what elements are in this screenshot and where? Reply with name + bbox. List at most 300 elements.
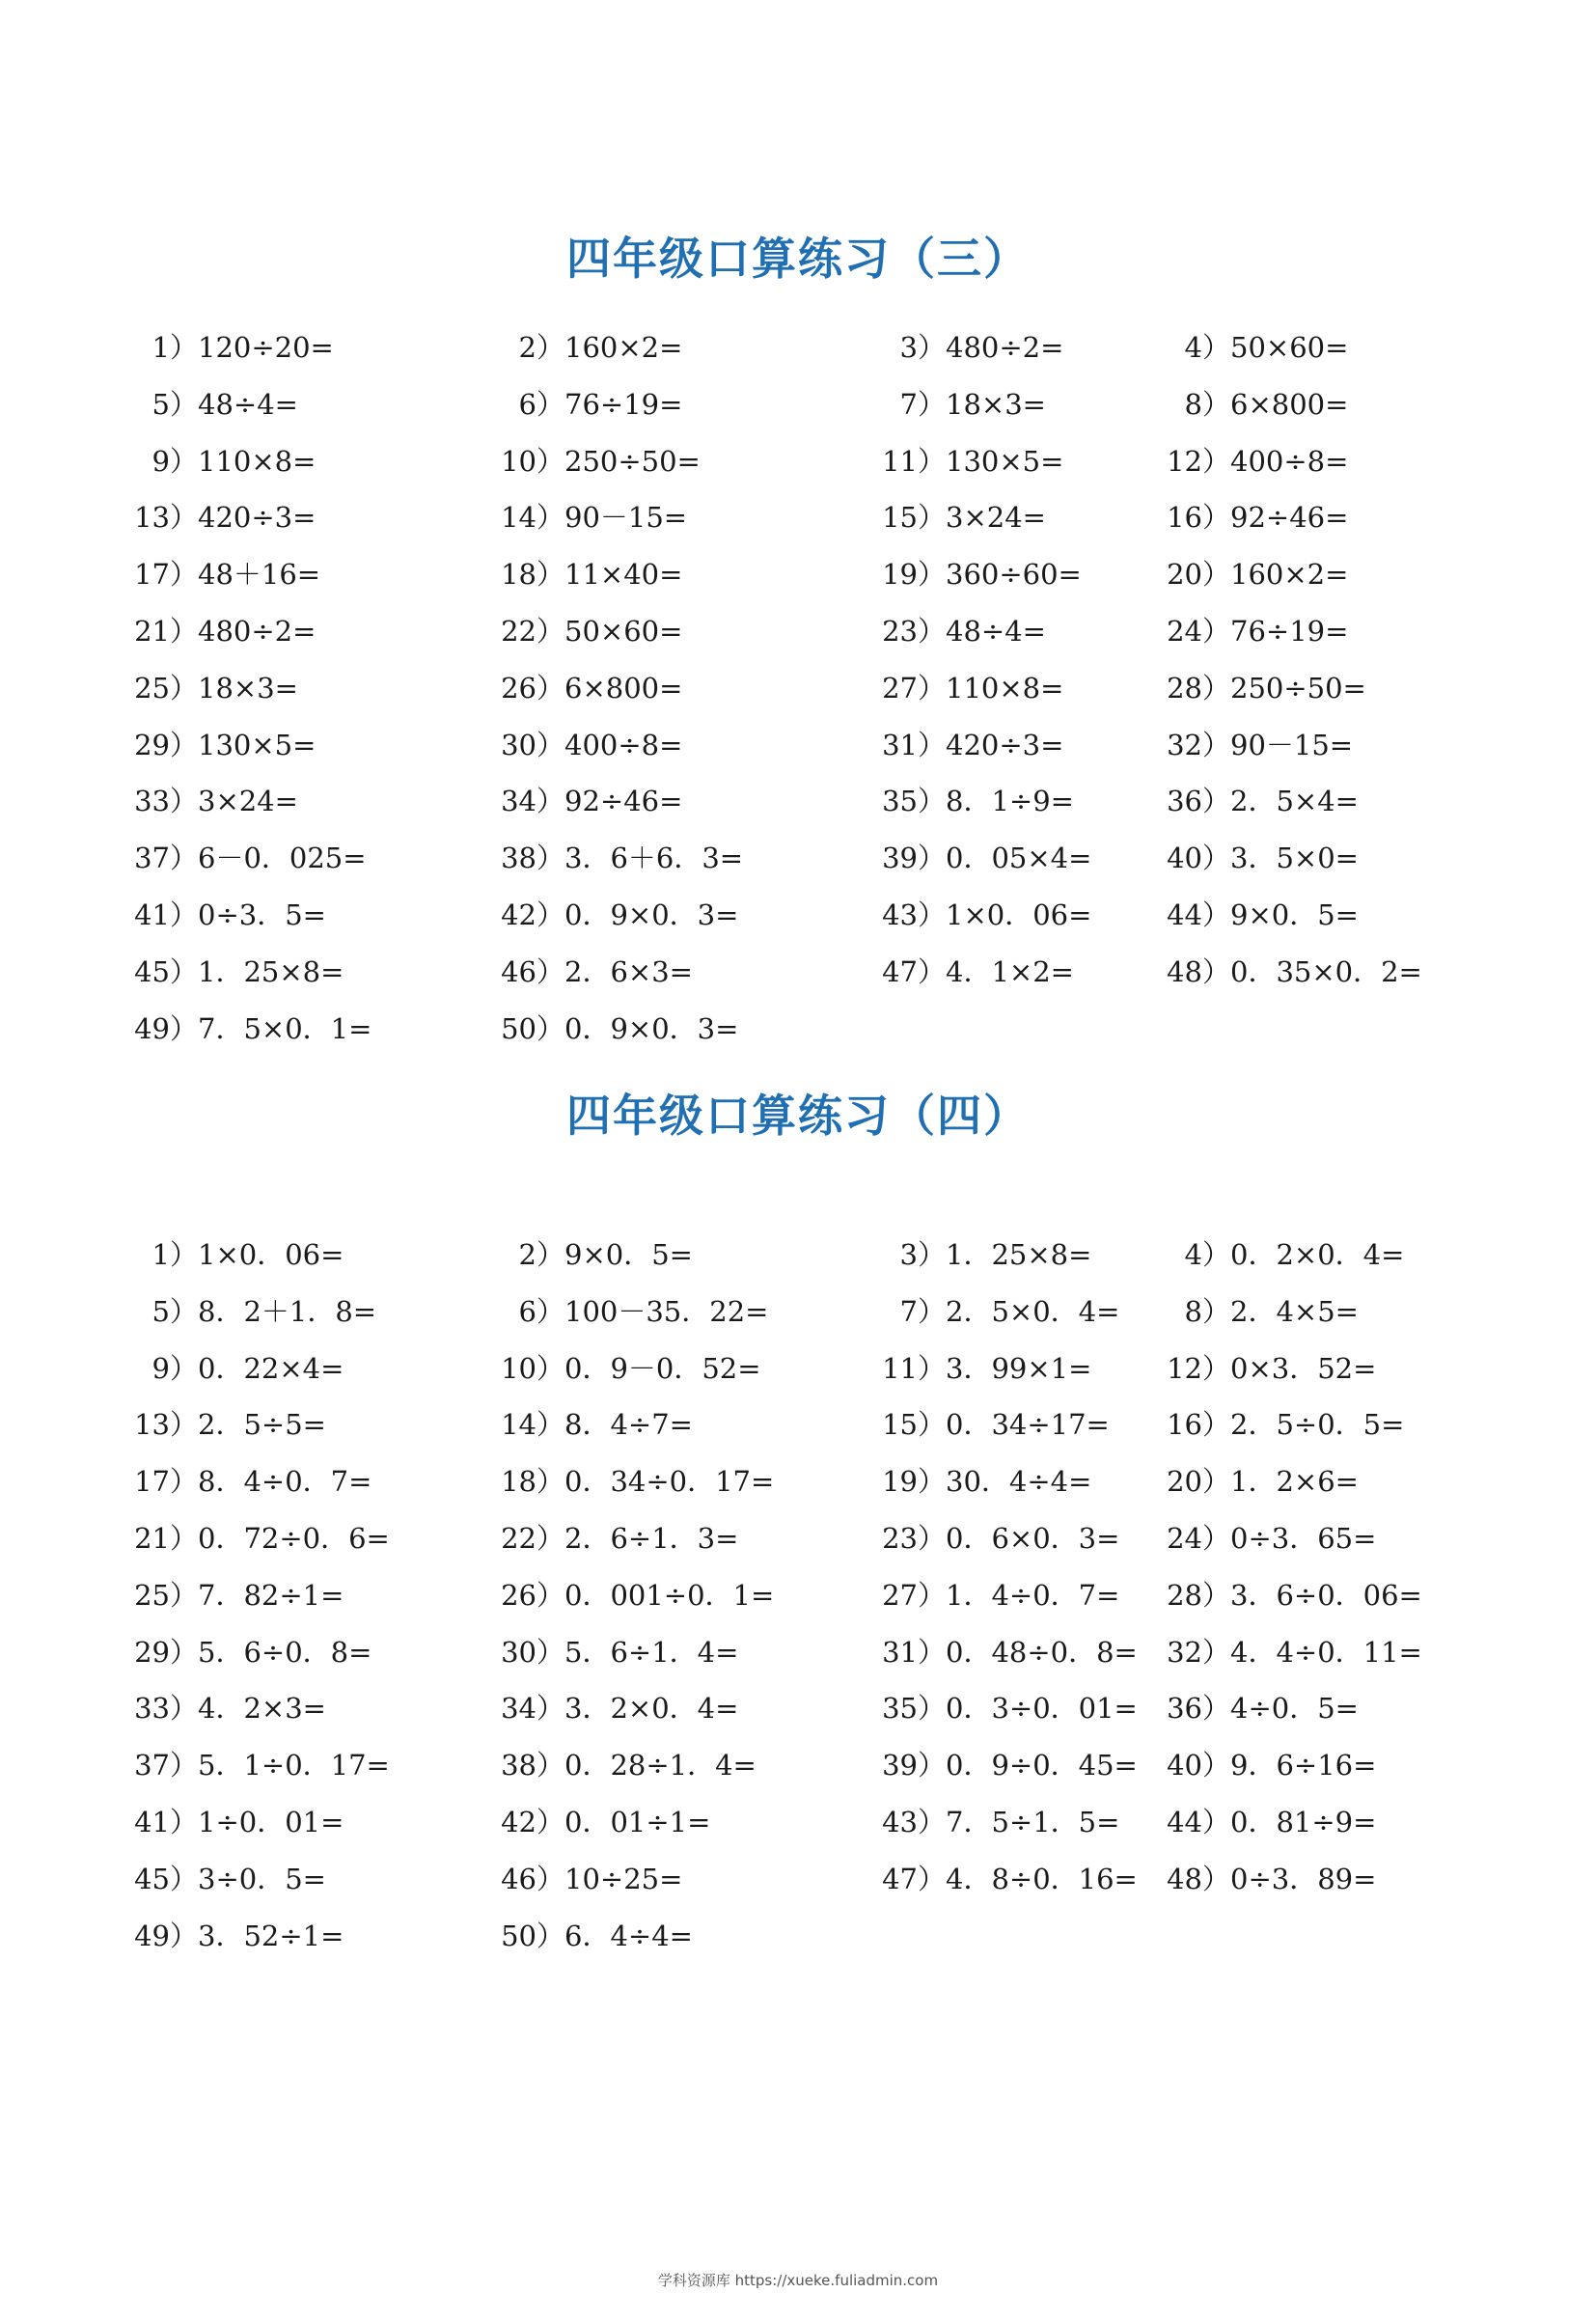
exercise-expression: 8．4÷0．7=: [198, 1465, 372, 1499]
exercise-item: [497, 1689, 738, 1727]
exercise-expression: 18×3=: [198, 671, 298, 705]
exercise-item: [1163, 1235, 1404, 1274]
exercise-number: 15）: [882, 501, 946, 535]
exercise-number: 48）: [1167, 954, 1230, 988]
exercise-expression: 3×24=: [198, 785, 298, 818]
exercise-item: [1163, 328, 1348, 367]
exercise-expression: 4．4÷0．11=: [1230, 1635, 1422, 1669]
exercise-item: [1163, 1292, 1359, 1331]
exercise-expression: 4．2×3=: [198, 1692, 326, 1726]
exercise-item: [878, 726, 1063, 764]
exercise-expression: 3．52÷1=: [198, 1919, 344, 1952]
exercise-expression: 0．35×0．2=: [1230, 954, 1422, 988]
exercise-number: 47）: [882, 954, 946, 988]
exercise-expression: 0．34÷17=: [946, 1408, 1110, 1442]
exercise-expression: 7．82÷1=: [198, 1578, 344, 1612]
exercise-item: [497, 953, 693, 991]
exercise-expression: 6．4÷4=: [564, 1919, 693, 1952]
exercise-number: 20）: [1167, 558, 1230, 592]
exercise-expression: 50×60=: [564, 615, 683, 648]
exercise-item: [878, 385, 1046, 424]
exercise-item: [878, 612, 1046, 650]
exercise-number: 18）: [501, 1465, 564, 1499]
exercise-number: 7）: [899, 1294, 946, 1328]
exercise-number: 8）: [1184, 1294, 1230, 1328]
exercise-number: 22）: [501, 615, 564, 648]
exercise-item: [497, 442, 701, 481]
exercise-expression: 8．4÷7=: [564, 1408, 693, 1442]
exercise-expression: 3÷0．5=: [198, 1862, 326, 1895]
exercise-item: [497, 1405, 693, 1444]
exercise-number: 45）: [134, 954, 198, 988]
exercise-number: 40）: [1167, 1749, 1230, 1782]
exercise-expression: 0．6×0．3=: [946, 1522, 1120, 1555]
exercise-item: [1163, 1803, 1376, 1841]
exercise-number: 17）: [134, 558, 198, 592]
exercise-number: 23）: [882, 615, 946, 648]
exercise-number: 39）: [882, 1749, 946, 1782]
exercise-item: [1163, 782, 1359, 820]
exercise-expression: 92÷46=: [564, 785, 683, 818]
exercise-expression: 130×5=: [198, 728, 316, 761]
exercise-number: 8）: [1184, 387, 1230, 421]
exercise-item: [1163, 1633, 1422, 1672]
exercise-expression: 0．01÷1=: [564, 1806, 711, 1838]
exercise-item: [1163, 1860, 1376, 1898]
exercise-number: 22）: [501, 1522, 564, 1555]
exercise-number: 35）: [882, 1692, 946, 1726]
exercise-item: [130, 385, 298, 424]
exercise-item: [130, 839, 367, 877]
exercise-number: 1）: [151, 331, 198, 364]
exercise-number: 29）: [134, 728, 198, 761]
exercise-expression: 2．5×4=: [1230, 785, 1359, 818]
exercise-item: [497, 328, 682, 367]
exercise-number: 35）: [882, 785, 946, 818]
exercise-expression: 3．6＋6．3=: [564, 842, 744, 875]
exercise-item: [878, 1633, 1138, 1672]
exercise-expression: 3．5×0=: [1230, 842, 1359, 875]
exercise-number: 23）: [882, 1522, 946, 1555]
exercise-expression: 2．4×5=: [1230, 1294, 1359, 1328]
exercise-expression: 0．81÷9=: [1230, 1806, 1377, 1838]
exercise-expression: 160×2=: [564, 331, 683, 364]
exercise-number: 41）: [134, 898, 198, 931]
exercise-expression: 3×24=: [946, 501, 1046, 535]
exercise-item: [497, 1860, 682, 1898]
exercise-item: [130, 1803, 344, 1841]
exercise-number: 16）: [1167, 1408, 1230, 1442]
exercise-number: 43）: [882, 898, 946, 931]
exercise-number: 29）: [134, 1635, 198, 1669]
exercise-expression: 2．5×0．4=: [946, 1294, 1120, 1328]
exercise-number: 50）: [501, 1011, 564, 1045]
exercise-item: [878, 328, 1063, 367]
exercise-item: [497, 1235, 693, 1274]
exercise-expression: 30．4÷4=: [946, 1465, 1092, 1499]
exercise-expression: 0÷3．65=: [1230, 1522, 1377, 1555]
exercise-expression: 0．2×0．4=: [1230, 1238, 1405, 1271]
exercise-item: [878, 953, 1074, 991]
exercise-item: [497, 385, 682, 424]
exercise-expression: 0÷3．5=: [198, 898, 326, 931]
exercise-item: [1163, 1576, 1422, 1615]
exercise-number: 42）: [501, 1806, 564, 1838]
exercise-number: 31）: [882, 728, 946, 761]
exercise-number: 49）: [134, 1011, 198, 1045]
exercise-expression: 6－0．025=: [198, 842, 367, 875]
exercise-number: 37）: [134, 1749, 198, 1782]
exercise-number: 3）: [899, 331, 946, 364]
exercise-number: 40）: [1167, 842, 1230, 875]
exercise-expression: 400÷8=: [1230, 444, 1349, 478]
exercise-expression: 3．99×1=: [946, 1351, 1092, 1385]
exercise-expression: 1．2×6=: [1230, 1465, 1359, 1499]
exercise-item: [1163, 385, 1348, 424]
exercise-item: [878, 1235, 1091, 1274]
exercise-item: [1163, 1349, 1376, 1388]
exercise-expression: 3．6÷0．06=: [1230, 1578, 1422, 1612]
exercise-expression: 90－15=: [564, 501, 688, 535]
exercise-number: 44）: [1167, 898, 1230, 931]
exercise-number: 11）: [882, 1351, 946, 1385]
exercise-number: 36）: [1167, 1692, 1230, 1726]
exercise-item: [1163, 669, 1366, 707]
exercise-item: [130, 1917, 344, 1955]
exercise-item: [497, 782, 682, 820]
exercise-expression: 420÷3=: [946, 728, 1064, 761]
section-title-3: 四年级口算练习（三）: [566, 233, 1030, 285]
exercise-expression: 360÷60=: [946, 558, 1082, 592]
exercise-item: [130, 1235, 344, 1274]
exercise-item: [497, 612, 682, 650]
exercise-expression: 2．5÷5=: [198, 1408, 326, 1442]
exercise-item: [497, 1803, 710, 1841]
exercise-expression: 0×3．52=: [1230, 1351, 1377, 1385]
exercise-number: 4）: [1184, 331, 1230, 364]
exercise-number: 46）: [501, 1862, 564, 1895]
exercise-expression: 420÷3=: [198, 501, 316, 535]
exercise-item: [497, 498, 687, 537]
exercise-expression: 1÷0．01=: [198, 1806, 344, 1838]
exercise-item: [130, 1405, 326, 1444]
exercise-number: 42）: [501, 898, 564, 931]
exercise-item: [1163, 612, 1348, 650]
exercise-item: [878, 782, 1074, 820]
exercise-expression: 480÷2=: [198, 615, 316, 648]
exercise-expression: 1×0．06=: [198, 1238, 344, 1271]
exercise-item: [878, 1576, 1119, 1615]
exercise-item: [497, 669, 682, 707]
exercise-number: 9）: [151, 1351, 198, 1385]
exercise-expression: 4．1×2=: [946, 954, 1074, 988]
exercise-item: [1163, 953, 1422, 991]
exercise-number: 5）: [151, 1294, 198, 1328]
exercise-item: [878, 1519, 1119, 1558]
exercise-item: [497, 726, 682, 764]
exercise-number: 24）: [1167, 615, 1230, 648]
exercise-expression: 2．6×3=: [564, 954, 693, 988]
exercise-number: 9）: [151, 444, 198, 478]
exercise-number: 49）: [134, 1919, 198, 1952]
exercise-expression: 480÷2=: [946, 331, 1064, 364]
exercise-expression: 48÷4=: [946, 615, 1046, 648]
exercise-item: [130, 1292, 376, 1331]
exercise-expression: 2．5÷0．5=: [1230, 1408, 1405, 1442]
exercise-item: [130, 1689, 326, 1727]
exercise-number: 4）: [1184, 1238, 1230, 1271]
exercise-number: 6）: [518, 1294, 564, 1328]
exercise-number: 12）: [1167, 1351, 1230, 1385]
exercise-expression: 92÷46=: [1230, 501, 1349, 535]
exercise-number: 19）: [882, 1465, 946, 1499]
exercise-item: [1163, 1689, 1359, 1727]
exercise-item: [497, 1292, 768, 1331]
exercise-number: 38）: [501, 842, 564, 875]
exercise-item: [130, 1576, 344, 1615]
exercise-number: 45）: [134, 1862, 198, 1895]
exercise-number: 13）: [134, 501, 198, 535]
exercise-item: [497, 1519, 738, 1558]
exercise-expression: 120÷20=: [198, 331, 334, 364]
exercise-item: [130, 1746, 390, 1784]
section-title-4: 四年级口算练习（四）: [566, 1090, 1030, 1142]
exercise-number: 31）: [882, 1635, 946, 1669]
exercise-item: [130, 555, 320, 594]
exercise-number: 44）: [1167, 1806, 1230, 1838]
exercise-item: [130, 1462, 371, 1501]
exercise-item: [497, 1009, 738, 1048]
exercise-number: 26）: [501, 1578, 564, 1612]
exercise-item: [878, 896, 1091, 934]
exercise-expression: 250÷50=: [564, 444, 701, 478]
exercise-number: 43）: [882, 1806, 946, 1838]
exercise-number: 34）: [501, 1692, 564, 1726]
exercise-number: 25）: [134, 1578, 198, 1612]
exercise-number: 6）: [518, 387, 564, 421]
exercise-number: 41）: [134, 1806, 198, 1838]
exercise-expression: 0÷3．89=: [1230, 1862, 1377, 1895]
exercise-expression: 160×2=: [1230, 558, 1349, 592]
exercise-number: 25）: [134, 671, 198, 705]
exercise-item: [497, 1746, 757, 1784]
exercise-expression: 6×800=: [1230, 387, 1349, 421]
exercise-number: 37）: [134, 842, 198, 875]
exercise-expression: 1．25×8=: [946, 1238, 1092, 1271]
exercise-number: 26）: [501, 671, 564, 705]
exercise-expression: 76÷19=: [1230, 615, 1349, 648]
exercise-number: 48）: [1167, 1862, 1230, 1895]
exercise-expression: 0．34÷0．17=: [564, 1465, 775, 1499]
exercise-expression: 4．8÷0．16=: [946, 1862, 1138, 1895]
exercise-expression: 50×60=: [1230, 331, 1349, 364]
exercise-number: 50）: [501, 1919, 564, 1952]
exercise-expression: 76÷19=: [564, 387, 683, 421]
exercise-number: 27）: [882, 1578, 946, 1612]
exercise-item: [1163, 1405, 1404, 1444]
exercise-number: 10）: [501, 444, 564, 478]
exercise-item: [878, 442, 1063, 481]
exercise-number: 18）: [501, 558, 564, 592]
exercise-number: 1）: [151, 1238, 198, 1271]
exercise-item: [497, 1349, 761, 1388]
exercise-number: 28）: [1167, 671, 1230, 705]
exercise-item: [130, 1519, 390, 1558]
exercise-expression: 3．2×0．4=: [564, 1692, 739, 1726]
exercise-item: [1163, 498, 1348, 537]
exercise-expression: 6×800=: [564, 671, 683, 705]
exercise-item: [497, 1633, 738, 1672]
exercise-expression: 5．6÷0．8=: [198, 1635, 372, 1669]
exercise-number: 14）: [501, 1408, 564, 1442]
exercise-item: [130, 782, 298, 820]
exercise-expression: 90－15=: [1230, 728, 1354, 761]
exercise-item: [130, 896, 326, 934]
exercise-number: 30）: [501, 1635, 564, 1669]
exercise-number: 7）: [899, 387, 946, 421]
exercise-item: [130, 1349, 344, 1388]
exercise-expression: 9．6÷16=: [1230, 1749, 1377, 1782]
exercise-expression: 100－35．22=: [564, 1294, 769, 1328]
exercise-item: [130, 1860, 326, 1898]
exercise-item: [1163, 1746, 1376, 1784]
exercise-number: 32）: [1167, 1635, 1230, 1669]
exercise-item: [878, 669, 1063, 707]
exercise-number: 3）: [899, 1238, 946, 1271]
exercise-expression: 110×8=: [946, 671, 1064, 705]
exercise-expression: 0．9÷0．45=: [946, 1749, 1138, 1782]
exercise-item: [497, 1462, 774, 1501]
exercise-item: [878, 1860, 1138, 1898]
exercise-number: 2）: [518, 331, 564, 364]
exercise-item: [1163, 555, 1348, 594]
exercise-expression: 8．1÷9=: [946, 785, 1074, 818]
exercise-expression: 2．6÷1．3=: [564, 1522, 739, 1555]
exercise-item: [130, 1633, 371, 1672]
exercise-expression: 0．22×4=: [198, 1351, 344, 1385]
exercise-expression: 0．001÷0．1=: [564, 1578, 775, 1612]
exercise-expression: 1×0．06=: [946, 898, 1092, 931]
exercise-expression: 0．72÷0．6=: [198, 1522, 390, 1555]
exercise-item: [497, 896, 738, 934]
exercise-expression: 250÷50=: [1230, 671, 1366, 705]
exercise-expression: 10÷25=: [564, 1862, 683, 1895]
exercise-expression: 11×40=: [564, 558, 683, 592]
exercise-item: [1163, 726, 1353, 764]
exercise-item: [878, 1349, 1091, 1388]
exercise-number: 33）: [134, 785, 198, 818]
exercise-expression: 9×0．5=: [564, 1238, 693, 1271]
exercise-expression: 130×5=: [946, 444, 1064, 478]
exercise-expression: 48÷4=: [198, 387, 298, 421]
exercise-number: 28）: [1167, 1578, 1230, 1612]
exercise-number: 46）: [501, 954, 564, 988]
exercise-item: [130, 612, 316, 650]
exercise-number: 21）: [134, 615, 198, 648]
exercise-item: [1163, 1519, 1376, 1558]
exercise-number: 24）: [1167, 1522, 1230, 1555]
exercise-expression: 0．3÷0．01=: [946, 1692, 1138, 1726]
exercise-item: [130, 328, 334, 367]
exercise-item: [1163, 1462, 1359, 1501]
exercise-expression: 1．4÷0．7=: [946, 1578, 1120, 1612]
exercise-number: 33）: [134, 1692, 198, 1726]
exercise-expression: 0．9×0．3=: [564, 1011, 739, 1045]
exercise-number: 39）: [882, 842, 946, 875]
exercise-item: [878, 1689, 1138, 1727]
exercise-item: [497, 1576, 774, 1615]
exercise-number: 20）: [1167, 1465, 1230, 1499]
exercise-item: [497, 1917, 693, 1955]
exercise-expression: 7．5÷1．5=: [946, 1806, 1120, 1838]
exercise-expression: 0．28÷1．4=: [564, 1749, 757, 1782]
exercise-number: 32）: [1167, 728, 1230, 761]
exercise-item: [130, 953, 344, 991]
exercise-item: [130, 498, 316, 537]
exercise-number: 34）: [501, 785, 564, 818]
exercise-expression: 7．5×0．1=: [198, 1011, 372, 1045]
exercise-expression: 18×3=: [946, 387, 1046, 421]
exercise-number: 11）: [882, 444, 946, 478]
exercise-number: 21）: [134, 1522, 198, 1555]
exercise-expression: 1．25×8=: [198, 954, 344, 988]
exercise-expression: 5．1÷0．17=: [198, 1749, 390, 1782]
exercise-expression: 5．6÷1．4=: [564, 1635, 739, 1669]
exercise-expression: 0．05×4=: [946, 842, 1092, 875]
exercise-number: 19）: [882, 558, 946, 592]
exercise-item: [878, 1292, 1119, 1331]
exercise-item: [878, 555, 1082, 594]
exercise-item: [497, 555, 682, 594]
exercise-number: 17）: [134, 1465, 198, 1499]
exercise-expression: 48＋16=: [198, 558, 321, 592]
exercise-item: [878, 1746, 1138, 1784]
exercise-item: [1163, 442, 1348, 481]
exercise-number: 5）: [151, 387, 198, 421]
exercise-number: 14）: [501, 501, 564, 535]
exercise-number: 47）: [882, 1862, 946, 1895]
exercise-item: [130, 1009, 371, 1048]
exercise-item: [878, 1462, 1091, 1501]
exercise-number: 13）: [134, 1408, 198, 1442]
exercise-number: 38）: [501, 1749, 564, 1782]
exercise-number: 12）: [1167, 444, 1230, 478]
exercise-expression: 9×0．5=: [1230, 898, 1359, 931]
exercise-expression: 110×8=: [198, 444, 316, 478]
exercise-expression: 4÷0．5=: [1230, 1692, 1359, 1726]
exercise-number: 10）: [501, 1351, 564, 1385]
exercise-expression: 0．9－0．52=: [564, 1351, 761, 1385]
exercise-number: 30）: [501, 728, 564, 761]
exercise-item: [1163, 896, 1359, 934]
exercise-expression: 400÷8=: [564, 728, 683, 761]
exercise-number: 16）: [1167, 501, 1230, 535]
exercise-number: 15）: [882, 1408, 946, 1442]
exercise-expression: 8．2＋1．8=: [198, 1294, 377, 1328]
exercise-expression: 0．48÷0．8=: [946, 1635, 1138, 1669]
exercise-number: 36）: [1167, 785, 1230, 818]
exercise-item: [878, 1405, 1110, 1444]
exercise-item: [878, 1803, 1119, 1841]
exercise-expression: 0．9×0．3=: [564, 898, 739, 931]
exercise-item: [130, 726, 316, 764]
exercise-item: [497, 839, 743, 877]
exercise-number: 2）: [518, 1238, 564, 1271]
exercise-item: [878, 839, 1091, 877]
exercise-item: [878, 498, 1046, 537]
footer-watermark: 学科资源库 https://xueke.fuliadmin.com: [657, 2272, 939, 2289]
exercise-item: [1163, 839, 1359, 877]
